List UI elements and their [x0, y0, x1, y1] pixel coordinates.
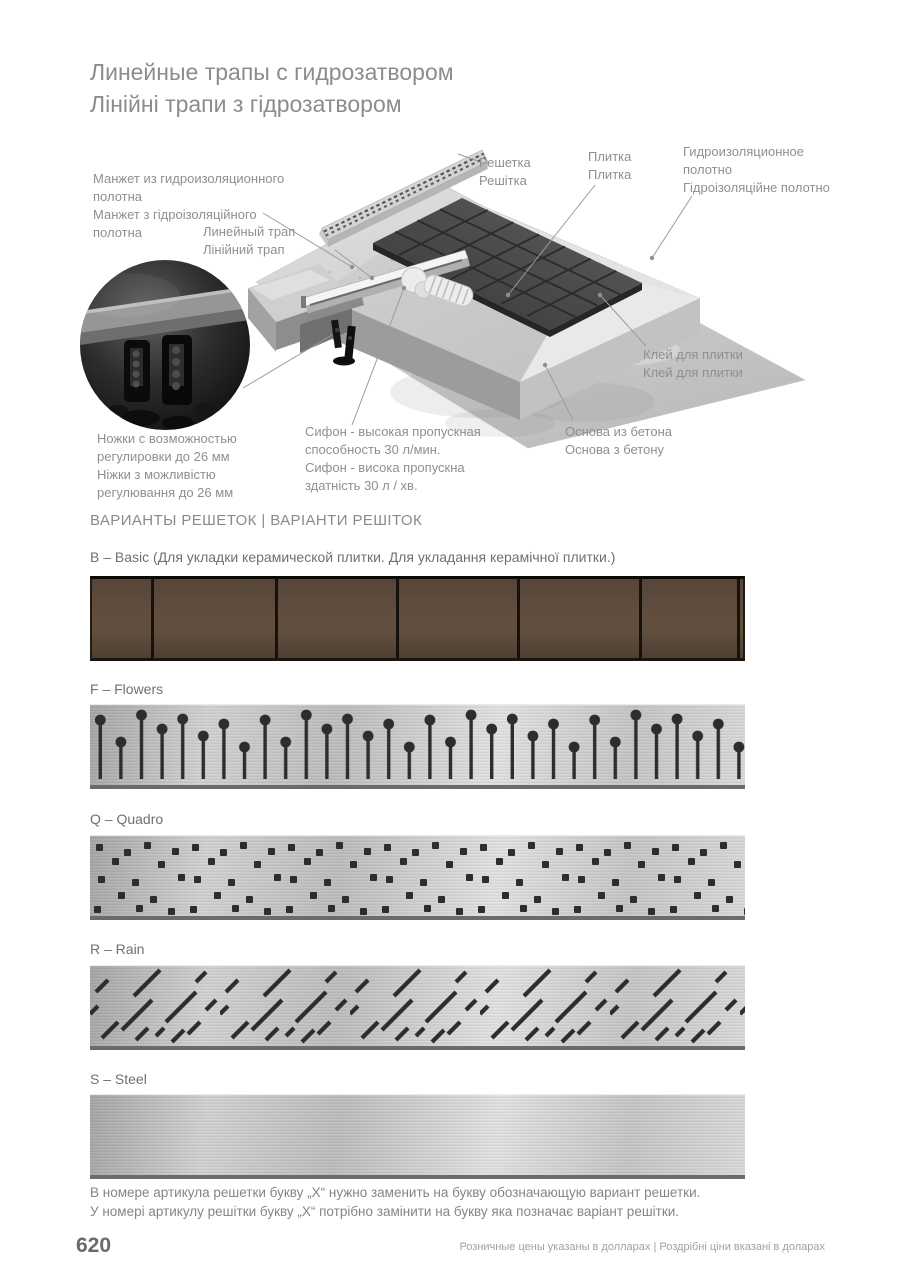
quadro-pattern [90, 836, 745, 916]
variant-label-basic: B – Basic (Для укладки керамической плитки. Для укладання керамічної плитки.) [90, 549, 616, 565]
tile-joint [737, 579, 740, 658]
label-membrane: Гидроизоляционное полотно Гідроізоляційне полотно [683, 144, 830, 195]
label-feet: Ножки с возможностью регулировки до 26 мм Ніжки з можливістю регулювання до 26 мм [97, 431, 237, 500]
variants-heading: ВАРИАНТЫ РЕШЕТОК | ВАРІАНТИ РЕШІТОК [90, 512, 423, 529]
feet-inset-photo [70, 260, 250, 430]
label-glue: Клей для плитки Клей для плитки [643, 347, 743, 380]
page-title [90, 56, 454, 120]
label-tile: Плитка Плитка [588, 149, 632, 182]
note-line-ua: У номері артикулу решітки букву „X“ потрібно замінити на букву яка позначає варіант решітки. [90, 1204, 680, 1219]
label-grate: Решетка Решітка [479, 155, 531, 188]
label-base: Основа из бетона Основа з бетону [565, 424, 673, 457]
article-number-note [90, 1183, 810, 1221]
flowers-pattern [90, 705, 745, 785]
label-collar: Манжет из гидроизоляционного полотна Манжет з гідроізоляційного полотна [93, 171, 285, 240]
variant-label-steel: S – Steel [90, 1071, 147, 1087]
grate-variant-image-flowers [90, 704, 745, 789]
variant-label-rain: R – Rain [90, 941, 145, 957]
variant-label-quadro: Q – Quadro [90, 811, 164, 827]
page-number: 620 [76, 1234, 112, 1257]
tile-joint [275, 579, 278, 658]
label-siphon: Сифон - высокая пропускная способность 30 л/мин. Сифон - висока пропускна здатність 30 л / хв. [305, 424, 481, 493]
tile-joint [639, 579, 642, 658]
grate-variant-image-steel [90, 1094, 745, 1179]
grate-variant-image-basic [90, 576, 745, 661]
rain-pattern [90, 966, 745, 1046]
installation-diagram [0, 130, 905, 510]
tile-joint [396, 579, 399, 658]
tile-joint [151, 579, 154, 658]
page-title-ua: Лінійні трапи з гідрозатвором [90, 91, 402, 117]
grate-variant-image-rain [90, 965, 745, 1050]
label-drain: Линейный трап Лінійний трап [203, 224, 296, 257]
note-line-ru: В номере артикула решетки букву „X“ нужно заменить на букву обозначающую вариант решетки. [90, 1185, 701, 1200]
tile-joint [517, 579, 520, 658]
grate-variant-image-quadro [90, 835, 745, 920]
variant-label-flowers: F – Flowers [90, 681, 164, 697]
page-title-ru: Линейные трапы с гидрозатвором [90, 59, 454, 85]
pricing-note: Розничные цены указаны в долларах | Роздрібні ціни вказані в доларах [459, 1241, 825, 1253]
